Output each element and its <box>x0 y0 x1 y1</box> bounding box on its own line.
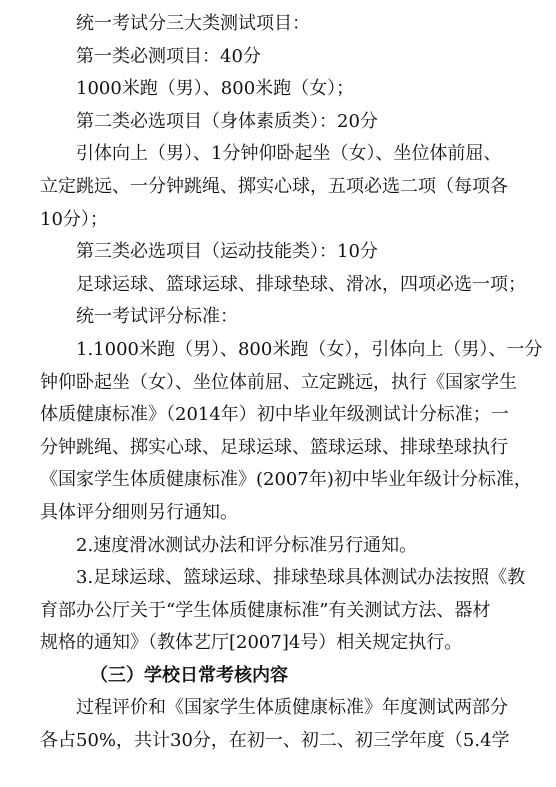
text-line-23: 各占50%，共计30分，在初一、初二、初三学年度（5.4学 <box>40 730 510 752</box>
text-line-8: 第三类必选项目（运动技能类）：10分 <box>76 241 378 263</box>
text-line-18: 3.足球运球、篮球运球、排球垫球具体测试办法按照《教 <box>76 567 526 589</box>
text-line-1: 统一考试分三大类测试项目： <box>76 13 310 34</box>
text-line-19: 育部办公厅关于“学生体质健康标准”有关测试方法、器材 <box>40 599 491 621</box>
section-heading: （三）学校日常考核内容 <box>90 664 288 686</box>
text-line-7: 10分）； <box>40 208 108 230</box>
text-line-14: 分钟跳绳、掷实心球、足球运球、篮球运球、排球垫球执行 <box>40 436 508 458</box>
text-line-6: 立定跳远、一分钟跳绳、掷实心球，五项必选二项（每项各 <box>40 175 508 197</box>
text-line-4: 第二类必选项目（身体素质类）：20分 <box>76 110 378 132</box>
text-line-12: 钟仰卧起坐（女）、坐位体前屈、立定跳远，执行《国家学生 <box>40 371 517 393</box>
text-line-17: 2.速度滑冰测试办法和评分标准另行通知。 <box>76 534 418 556</box>
text-line-9: 足球运球、篮球运球、排球垫球、滑冰，四项必选一项； <box>76 273 526 295</box>
text-line-13: 体质健康标准》（2014年）初中毕业年级测试计分标准；一 <box>40 404 509 426</box>
text-line-3: 1000米跑（男）、800米跑（女）； <box>76 78 355 100</box>
text-line-16: 具体评分细则另行通知。 <box>40 501 238 523</box>
text-line-11: 1.1000米跑（男）、800米跑（女），引体向上（男）、一分 <box>76 338 543 360</box>
text-line-22: 过程评价和《国家学生体质健康标准》年度测试两部分 <box>76 697 508 719</box>
text-line-2: 第一类必测项目：40分 <box>76 45 261 67</box>
text-line-10: 统一考试评分标准： <box>76 306 238 328</box>
text-line-15: 《国家学生体质健康标准》(2007年)初中毕业年级计分标准， <box>40 469 532 491</box>
text-line-20: 规格的通知》（教体艺厅[2007]4号）相关规定执行。 <box>40 632 463 654</box>
text-line-5: 引体向上（男）、1分钟仰卧起坐（女）、坐位体前屈、 <box>76 143 502 165</box>
